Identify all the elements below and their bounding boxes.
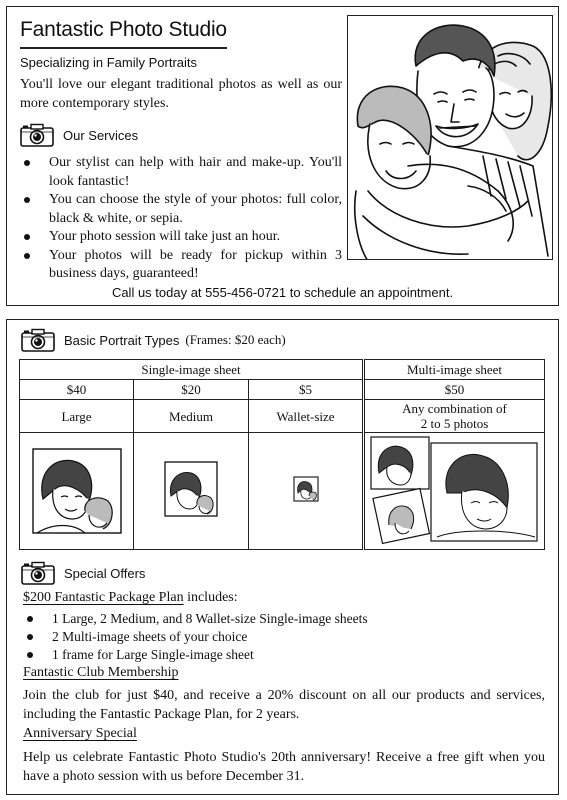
services-heading-label: Our Services [63,127,139,143]
family-portrait-drawing [348,16,553,260]
call-to-action: Call us today at 555-456-0721 to schedule an appointment. [111,285,454,300]
large-photo-cell [20,433,134,550]
anniversary-text: Help us celebrate Fantastic Photo Studio's 20th anniversary! Receive a free gift when you have a photo session with us before December 31. [23,750,545,784]
medium-photo-thumbnail [161,458,221,520]
title-underline [20,47,227,49]
portrait-types-table [19,359,545,550]
multi-photo-thumbnail [367,433,543,545]
list-item: 1 frame for Large Single-image sheet [23,646,368,664]
anniversary-heading: Anniversary Special [23,726,137,741]
services-heading [20,123,138,147]
price-cell: $5 [249,380,364,400]
studio-intro: You'll love our elegant traditional photos as well as our more contemporary styles. [20,77,342,111]
size-cell: Wallet-size [249,400,364,433]
table-row [20,380,545,400]
wallet-photo-thumbnail [291,474,321,504]
size-cell: Medium [134,400,249,433]
club-membership-text: Join the club for just $40, and receive a 20% discount on all our products and services, including the Fantastic Package Plan, for 2 years. [23,688,545,722]
price-cell: $40 [20,380,134,400]
table-row [20,433,545,550]
portrait-types-heading [21,328,286,352]
studio-info-panel [6,6,559,306]
special-offers-label: Special Offers [64,565,146,581]
portrait-types-label: Basic Portrait Types [64,332,180,348]
price-cell: $20 [134,380,249,400]
list-item: Your photo session will take just an hour. [20,228,342,247]
list-item: Our stylist can help with hair and make-up. You'll look fantastic! [20,154,342,191]
services-list [20,154,342,284]
table-row [20,400,545,433]
package-plan-title: $200 Fantastic Package Plan [23,590,184,605]
multi-desc-line: Any combination of [402,401,507,416]
list-item: 1 Large, 2 Medium, and 8 Wallet-size Single-image sheets [23,610,368,628]
family-photo-illustration [347,15,553,260]
camera-icon [21,328,55,352]
multi-image-group-header: Multi-image sheet [364,360,545,380]
multi-photo-cell [364,433,545,550]
table-row [20,360,545,380]
studio-subtitle: Specializing in Family Portraits [20,55,198,70]
single-image-group-header: Single-image sheet [20,360,364,380]
medium-photo-cell [134,433,249,550]
camera-icon [20,123,54,147]
frames-price-note: (Frames: $20 each) [185,332,286,347]
studio-title: Fantastic Photo Studio [20,18,227,41]
list-item: You can choose the style of your photos: full color, black & white, or sepia. [20,191,342,228]
size-cell: Large [20,400,134,433]
camera-icon [21,561,55,585]
price-cell: $50 [364,380,545,400]
multi-desc-cell [364,400,545,433]
package-plan-heading [23,590,238,606]
special-offers-heading [21,561,145,585]
list-item: 2 Multi-image sheets of your choice [23,628,368,646]
portraits-and-offers-panel [6,319,559,795]
wallet-photo-cell [249,433,364,550]
club-membership-heading: Fantastic Club Membership [23,665,179,680]
multi-desc-line: 2 to 5 photos [420,416,489,431]
large-photo-thumbnail [23,439,131,539]
list-item: Your photos will be ready for pickup within 3 business days, guaranteed! [20,247,342,284]
package-plan-list [23,610,368,664]
package-plan-suffix: includes: [183,590,238,605]
